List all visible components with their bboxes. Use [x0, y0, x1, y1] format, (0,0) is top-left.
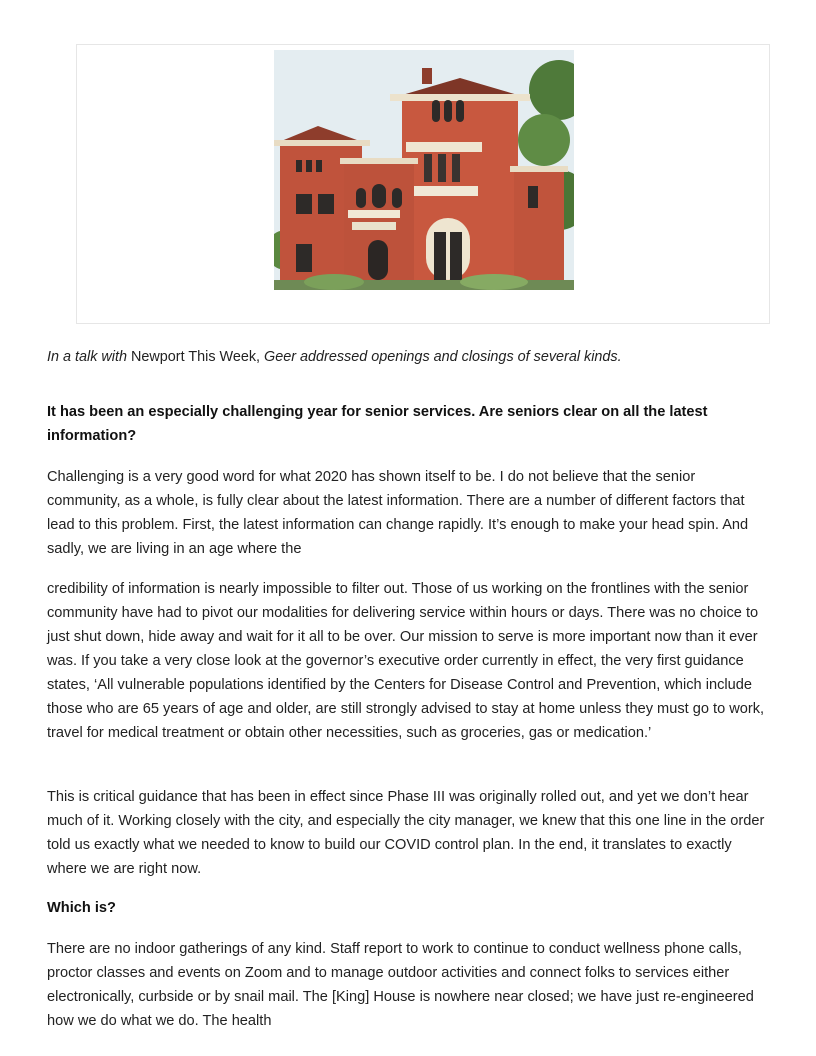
answer-paragraph-1: Challenging is a very good word for what 2020 has shown itself to be. I do not believe that the senior community, as a whole, is fully clear about the latest information. There are a number of different factors that lead to this problem. First, the latest information can change rapidly. It’s enough to make your head spin. And sadly, we are living in an age where the [47, 468, 749, 557]
photo-frame [76, 44, 770, 324]
answer-paragraph-3: This is critical guidance that has been in effect since Phase III was originally rolled out, and yet we don’t hear much of it. Working closely with the city, and especially the city manager, we knew that this one line in the order told us exactly what we needed to know to build our COVID control plan. In the end, it translates to exactly where we are right now. [47, 788, 765, 877]
photo-caption [47, 345, 771, 369]
house-photo [274, 50, 574, 290]
house-illustration [274, 50, 574, 290]
caption-publication: Newport This Week, [127, 349, 265, 365]
answer-paragraph-2: credibility of information is nearly impossible to filter out. Those of us working on the frontlines with the senior community have had to pivot our modalities for delivering service within hours or days. There was no choice to just shut down, hide away and wait for it all to be over. Our mission to serve is more important now than it ever was. If you take a very close look at the governor’s executive order currently in effect, the very first guidance states, ‘All vulnerable populations identified by the Centers for Disease Control and Prevention, which include those who are 65 years of age and older, are still strongly advised to stay at home unless they must go to work, travel for medical treatment or obtain other necessities, such as groceries, gas or medication.’ [47, 580, 765, 741]
interview-question-2: Which is? [47, 899, 116, 916]
caption-summary: Geer addressed openings and closings of several kinds. [264, 349, 622, 365]
caption-intro: In a talk with [47, 349, 127, 365]
interview-question-1: It has been an especially challenging year for senior services. Are seniors clear on all the latest information? [47, 403, 708, 444]
answer-paragraph-4: There are no indoor gatherings of any kind. Staff report to work to continue to conduct wellness phone calls, proctor classes and events on Zoom and to manage outdoor activities and connect folks to services either electronically, curbside or by snail mail. The [King] House is nowhere near closed; we have just re-engineered how we do what we do. The health [47, 940, 754, 1029]
